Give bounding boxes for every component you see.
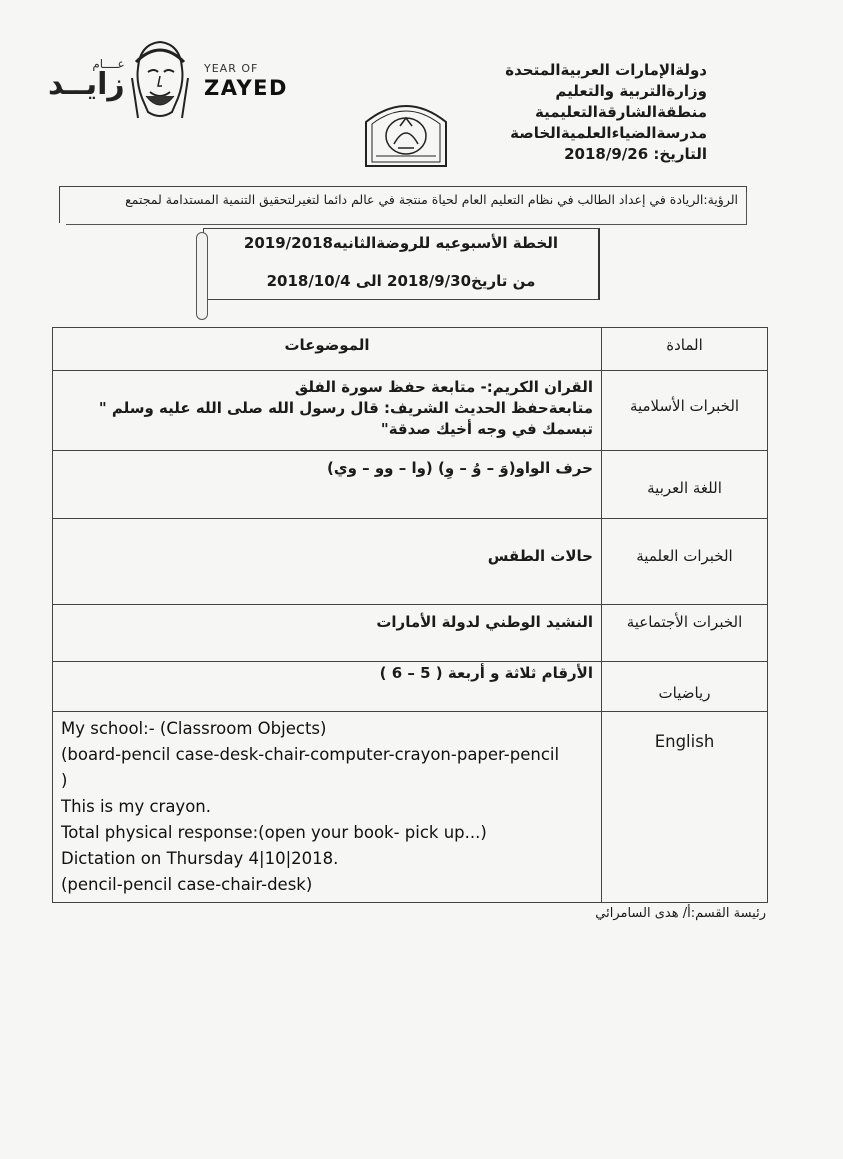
topic-cell: النشيد الوطني لدولة الأمارات [53,605,602,662]
document-date: التاريخ: 2018/9/26 [564,145,707,163]
topic-cell-english: My school:- (Classroom Objects) (board-pencil case-desk-chair-computer-crayon-paper-pencil ) This is my crayon. Total physical response:(open your book- pick up...) Dictation on Thursday 4|10|2018. (pencil-pencil case-chair-desk) [53,712,602,903]
school-seal-icon [360,96,452,170]
ministry-line-zone: منطقةالشارقةالتعليمية [534,103,707,121]
subject-cell: الخبرات الأسلامية [602,371,768,451]
plan-dates: من تاريخ2018/9/30 الى 2018/10/4 [266,272,536,290]
table-row [53,519,768,605]
ministry-block [447,60,707,165]
ministry-line-country: دولةالإمارات العربيةالمتحدة [505,61,707,79]
year-of-label: YEAR OF [204,62,259,75]
vision-statement: الرؤية:الريادة في إعداد الطالب في نظام التعليم العام لحياة منتجة في عالم دائما لتغيرلتحقيق التنمية المستدامة لمجتمع [125,192,738,207]
header-subject: المادة [602,328,768,371]
topic-cell: حالات الطقس [53,519,602,605]
table-row [53,371,768,451]
header-topics: الموضوعات [53,328,602,371]
topic-cell: حرف الواو(وَ – وُ – وِ) (وا – وو – وي) [53,451,602,519]
table-row [53,605,768,662]
subject-cell: English [602,712,768,903]
topic-cell: القران الكريم:- متابعة حفظ سورة الفلق متابعةحفظ الحديث الشريف: قال رسول الله صلى الله عليه وسلم " تبسمك في وجه أخيك صدقة" [53,371,602,451]
head-of-department: رئيسة القسم:أ/ هدى السامرائي [595,906,766,921]
year-of-zayed-arabic-logo: عــــام زايــد [48,57,125,102]
plan-title: الخطة الأسبوعيه للروضةالثانيه2019/2018 [243,234,559,252]
ministry-line-ministry: وزارةالتربية والتعليم [555,82,707,100]
subject-cell: رياضيات [602,662,768,712]
topic-cell: الأرقام ثلاثة و أربعة ( 5 – 6 ) [53,662,602,712]
scroll-rod [196,232,208,320]
zayed-label: ZAYED [204,76,288,100]
portrait-icon [128,38,192,120]
table-header-row [53,328,768,371]
weekly-plan-table [52,327,768,903]
table-row [53,712,768,903]
subject-cell: اللغة العربية [602,451,768,519]
subject-cell: الخبرات الأجتماعية [602,605,768,662]
table-row [53,451,768,519]
subject-cell: الخبرات العلمية [602,519,768,605]
table-row [53,662,768,712]
ministry-line-school: مدرسةالضياءالعلميةالخاصة [510,124,707,142]
